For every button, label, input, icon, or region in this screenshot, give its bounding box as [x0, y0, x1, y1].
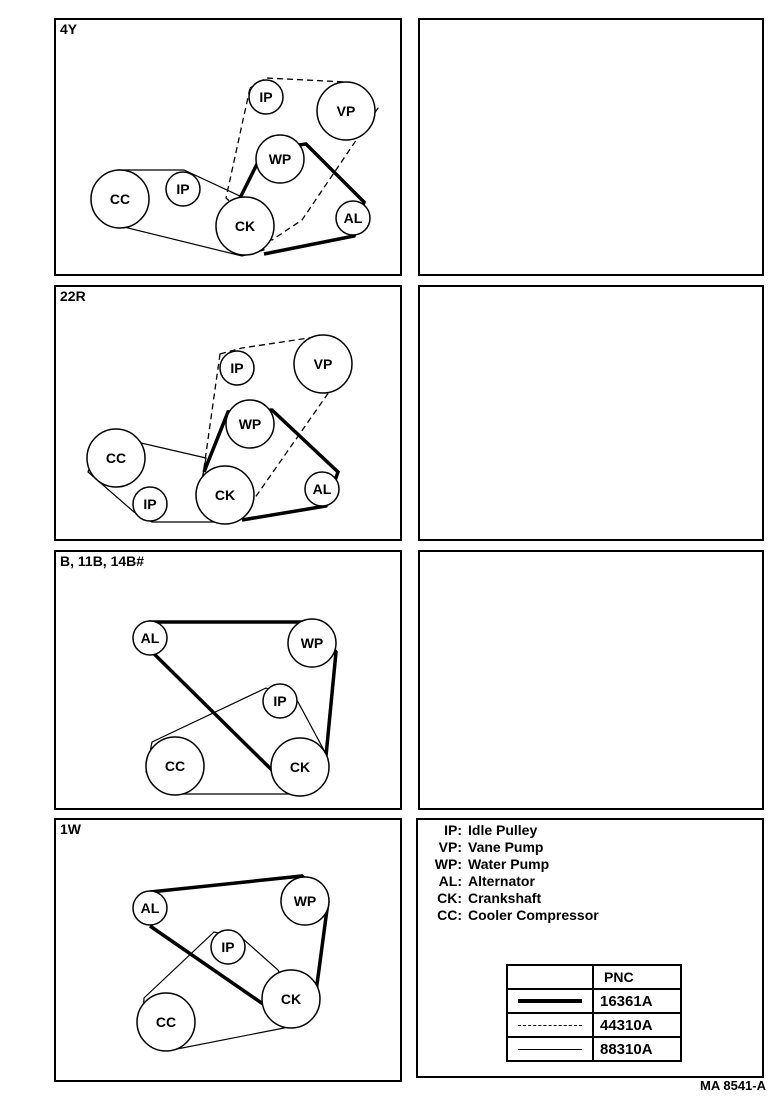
label-vp: VP [336, 103, 356, 119]
legend-item [418, 907, 599, 924]
legend-panel [416, 818, 764, 1078]
legend-abbr: VP: [438, 839, 462, 855]
legend-def: Cooler Compressor [468, 907, 599, 923]
catalog-id: MA 8541-A [700, 1078, 766, 1093]
belt-diagram-4y [56, 20, 400, 274]
legend-def: Idle Pulley [468, 822, 538, 838]
pnc-code: 16361A [593, 989, 681, 1013]
legend-def: Water Pump [468, 856, 550, 872]
blank-panel [418, 18, 764, 276]
legend-item [418, 890, 599, 907]
legend-def: Vane Pump [468, 839, 544, 855]
label-al: AL [312, 481, 332, 497]
pnc-row [507, 1037, 681, 1061]
blank-panel [418, 285, 764, 541]
legend-abbr: IP: [444, 822, 462, 838]
panel-label: 4Y [60, 21, 78, 37]
label-wp: WP [238, 416, 262, 432]
legend-abbr: AL: [438, 873, 462, 889]
legend-item [418, 822, 599, 839]
blank-panel [418, 550, 764, 810]
legend-item [418, 839, 599, 856]
label-cc: CC [105, 450, 127, 466]
line-sample-thick [507, 989, 593, 1013]
label-wp: WP [268, 151, 292, 167]
label-ip: IP [176, 181, 190, 197]
diagram-panel-22r [54, 285, 402, 541]
pnc-header-row [507, 965, 681, 989]
label-ip: IP [273, 693, 287, 709]
label-ip: IP [259, 89, 273, 105]
label-al: AL [140, 630, 160, 646]
legend-abbr: CC: [437, 907, 462, 923]
label-wp: WP [293, 893, 317, 909]
line-sample-dashed [507, 1013, 593, 1037]
line-sample-thin [507, 1037, 593, 1061]
belt-diagram-b-11b-14b [56, 552, 400, 808]
belt-diagram-1w [56, 820, 400, 1080]
panel-label: B, 11B, 14B# [60, 553, 145, 569]
label-cc: CC [164, 758, 186, 774]
label-ip: IP [143, 496, 157, 512]
label-al: AL [343, 210, 363, 226]
diagram-panel-b-11b-14b [54, 550, 402, 810]
label-ip: IP [221, 939, 235, 955]
pnc-row [507, 1013, 681, 1037]
pnc-row [507, 989, 681, 1013]
legend-item [418, 856, 599, 873]
panel-label: 1W [60, 821, 81, 837]
label-ck: CK [214, 487, 236, 503]
pnc-code: 88310A [593, 1037, 681, 1061]
legend-def: Alternator [468, 873, 535, 889]
label-ck: CK [234, 218, 256, 234]
label-vp: VP [313, 356, 333, 372]
label-ip: IP [230, 360, 244, 376]
panel-label: 22R [60, 288, 86, 304]
pnc-header: PNC [593, 965, 681, 989]
diagram-panel-4y [54, 18, 402, 276]
belt-diagram-22r [56, 287, 400, 539]
abbreviation-legend [418, 822, 599, 924]
label-wp: WP [300, 635, 324, 651]
legend-item [418, 873, 599, 890]
legend-abbr: CK: [437, 890, 462, 906]
diagram-panel-1w [54, 818, 402, 1082]
pnc-code: 44310A [593, 1013, 681, 1037]
legend-def: Crankshaft [468, 890, 542, 906]
label-cc: CC [155, 1014, 177, 1030]
legend-abbr: WP: [434, 856, 462, 872]
pnc-table [506, 964, 682, 1062]
label-al: AL [140, 900, 160, 916]
label-cc: CC [109, 191, 131, 207]
label-ck: CK [289, 759, 311, 775]
pnc-header-blank [507, 965, 593, 989]
label-ck: CK [280, 991, 302, 1007]
